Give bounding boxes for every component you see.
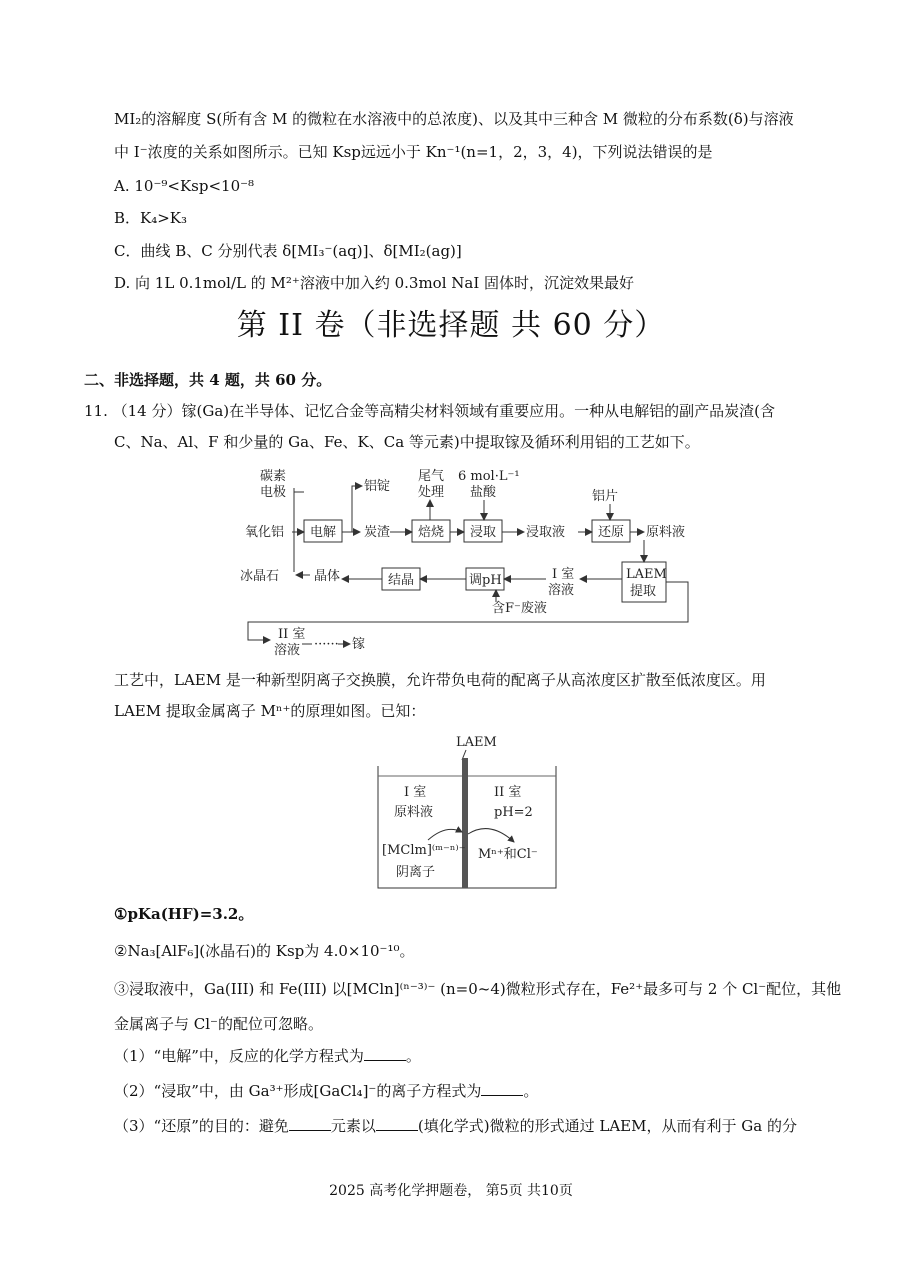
flow-electrode: 电极 [260,485,287,500]
flow-box-roast: 焙烧 [418,525,445,540]
cell-left-1: I 室 [404,785,427,800]
subq-3-text-c: (填化学式)微粒的形式通过 LAEM，从而有利于 Ga 的分 [417,1117,797,1135]
intro-line-2: 中 I⁻浓度的关系如图所示。已知 Ksp远远小于 Kn⁻¹(n=1，2，3，4)，下列说法错误的是 [114,143,713,161]
fact-3-line-2: 金属离子与 Cl⁻的配位可忽略。 [114,1015,323,1033]
flow-waste: 含F⁻废液 [492,601,547,616]
option-d: D. 向 1L 0.1mol/L 的 M²⁺溶液中加入约 0.3mol NaI 固体时，沉淀效果最好 [114,274,635,292]
laem-cell-diagram [370,728,570,896]
flow-carbon: 碳素 [260,469,287,484]
flow-alumina: 氧化铝 [245,525,285,540]
laem-text-line-1: 工艺中，LAEM 是一种新型阴离子交换膜，允许带负电荷的配离子从高浓度区扩散至低浓度区。用 [114,671,766,689]
flow-box-ph: 调pH [469,573,502,588]
flow-room2a: II 室 [278,627,306,642]
subq-1-text: （1）“电解”中，反应的化学方程式为 [114,1047,364,1065]
subq-2 [114,1080,538,1102]
q11-line-1: 11. （14 分）镓(Ga)在半导体、记忆合金等高精尖材料领域有重要应用。一种从电解铝的副产品炭渣(含 [84,402,775,420]
flow-cryolite: 冰晶石 [240,569,280,584]
cell-ion: [MClm]⁽ᵐ⁻ⁿ⁾⁻ [382,843,466,858]
flow-box-crystal: 结晶 [388,573,415,588]
flow-hcl-1: 6 mol·L⁻¹ [458,469,520,484]
flow-al-sheet: 铝片 [592,489,619,504]
option-a: A. 10⁻⁹<Ksp<10⁻⁸ [114,177,255,195]
flow-box-reduce: 还原 [598,525,625,540]
flow-box-laem-2: 提取 [630,584,657,599]
subq-2-end: 。 [523,1082,539,1100]
flow-tail-2: 处理 [418,485,445,500]
answer-blank-1[interactable] [364,1046,406,1061]
section-title: 第 II 卷（非选择题 共 60 分） [236,308,666,343]
subq-1 [114,1045,421,1067]
cell-right-1: II 室 [494,785,522,800]
flow-tail-1: 尾气 [418,469,445,484]
cell-anion: 阴离子 [396,865,436,880]
fact-2: ②Na₃[AlF₆](冰晶石)的 Ksp为 4.0×10⁻¹⁰。 [114,942,415,960]
cell-right-ion: Mⁿ⁺和Cl⁻ [478,847,538,862]
flow-room1a: I 室 [552,567,575,582]
answer-blank-2[interactable] [481,1081,523,1096]
cell-right-2: pH=2 [494,805,533,820]
option-c: C．曲线 B、C 分别代表 δ[MI₃⁻(aq)]、δ[MI₂(ag)] [114,242,462,260]
flow-ingot: 铝锭 [364,479,391,494]
flow-crystal-out: 晶体 [314,569,341,584]
flow-leachate: 浸取液 [526,525,566,540]
flow-box-laem-1: LAEM [626,567,667,582]
flow-room2b: 溶液 [274,643,301,658]
flow-room1b: 溶液 [548,583,575,598]
flow-box-leach: 浸取 [470,525,497,540]
q11-line-2: C、Na、Al、F 和少量的 Ga、Fe、K、Ca 等元素)中提取镓及循环利用铝的工艺如下。 [114,433,700,451]
subq-2-text: （2）“浸取”中，由 Ga³⁺形成[GaCl₄]⁻的离子方程式为 [114,1082,482,1100]
fact-3-line-1: ③浸取液中，Ga(III) 和 Fe(III) 以[MCln]⁽ⁿ⁻³⁾⁻ (n=0~4)微粒形式存在，Fe²⁺最多可与 2 个 Cl⁻配位，其他 [114,980,842,998]
flow-hcl-2: 盐酸 [470,485,497,500]
part-heading: 二、非选择题，共 4 题，共 60 分。 [84,371,332,389]
flow-box-electrolysis: 电解 [310,525,337,540]
answer-blank-3b[interactable] [376,1116,418,1131]
flow-gallium: 镓 [352,637,366,652]
flow-slag: 炭渣 [364,525,391,540]
cell-label: LAEM [456,735,497,750]
intro-line-1: MI₂的溶解度 S(所有含 M 的微粒在水溶液中的总浓度)、以及其中三种含 M 微粒的分布系数(δ)与溶液 [114,110,794,128]
flow-feed: 原料液 [646,525,686,540]
subq-1-end: 。 [405,1047,421,1065]
process-flow-diagram [230,462,700,662]
subq-3 [114,1115,797,1137]
answer-blank-3a[interactable] [289,1116,331,1131]
cell-left-2: 原料液 [394,805,434,820]
subq-3-text-b: 元素以 [330,1117,376,1135]
page-footer: 2025 高考化学押题卷， 第5页 共10页 [329,1183,573,1199]
fact-1: ①pKa(HF)=3.2。 [114,905,254,923]
laem-text-line-2: LAEM 提取金属离子 Mⁿ⁺的原理如图。已知： [114,702,426,720]
subq-3-text-a: （3）“还原”的目的：避免 [114,1117,289,1135]
flow-dots: ······ [314,637,339,652]
option-b: B．K₄>K₃ [114,209,188,227]
